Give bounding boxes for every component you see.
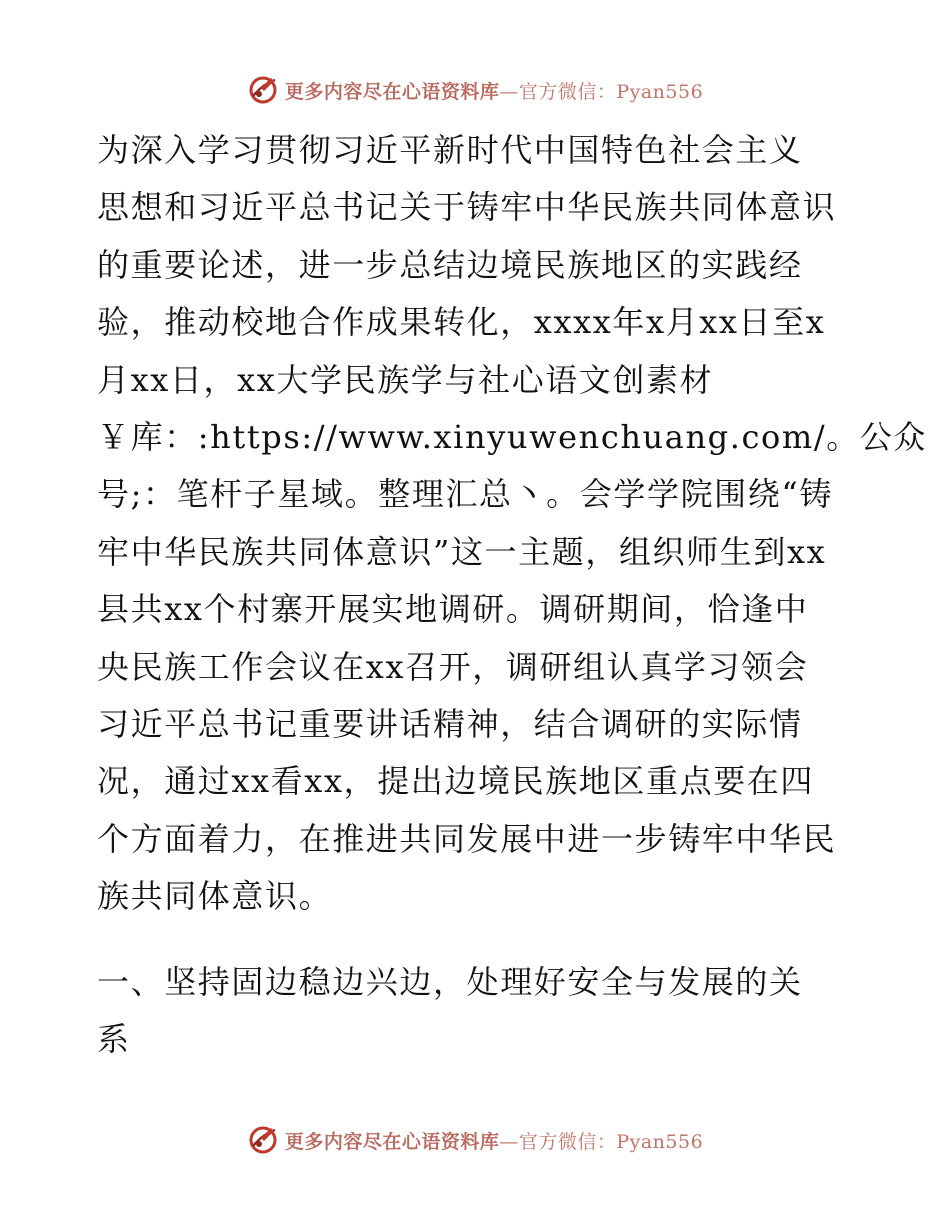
- body-line: 月xx日，xx大学民族学与社心语文创素材: [97, 360, 714, 399]
- body-paragraph: [97, 122, 928, 925]
- banner-separator: —: [499, 80, 519, 103]
- heading-line: 系: [97, 1020, 131, 1059]
- body-line: 习近平总书记重要讲话精神，结合调研的实际情: [97, 704, 803, 743]
- body-line: 县共xx个村寨开展实地调研。调研期间，恰逢中: [97, 590, 809, 629]
- banner-main-text: 更多内容尽在心语资料库: [284, 1130, 500, 1153]
- body-line: ￥库：:https://www.xinyuwenchuang.com/。公众: [97, 417, 928, 456]
- header-banner: [0, 70, 950, 110]
- body-line: 的重要论述，进一步总结边境民族地区的实践经: [97, 245, 803, 284]
- body-line: 思想和习近平总书记关于铸牢中华民族共同体意识: [97, 188, 837, 227]
- body-line: 牢中华民族共同体意识”这一主题，组织师生到xx: [97, 532, 827, 571]
- banner-separator: —: [499, 1130, 519, 1153]
- banner-main-text: 更多内容尽在心语资料库: [284, 80, 500, 103]
- body-line: 验，推动校地合作成果转化，xxxx年x月xx日至x: [97, 303, 826, 342]
- body-line: 况，通过xx看xx，提出边境民族地区重点要在四: [97, 762, 814, 801]
- banner-wechat-text: 官方微信：Pyan556: [518, 1130, 704, 1153]
- body-line: 号;：笔杆子星域。整理汇总丶。会学学院围绕“铸: [97, 475, 833, 514]
- body-line: 族共同体意识。: [97, 877, 333, 916]
- pen-ribbon-logo-icon: [247, 74, 279, 106]
- body-line: 为深入学习贯彻习近平新时代中国特色社会主义: [97, 131, 803, 169]
- banner-wechat-text: 官方微信：Pyan556: [518, 80, 704, 103]
- heading-line: 一、坚持固边稳边兴边，处理好安全与发展的关: [97, 963, 803, 1001]
- footer-banner: [0, 1120, 950, 1160]
- section-heading: [97, 954, 877, 1069]
- body-line: 个方面着力，在推进共同发展中进一步铸牢中华民: [97, 819, 837, 858]
- pen-ribbon-logo-icon: [247, 1124, 279, 1156]
- body-line: 央民族工作会议在xx召开，调研组认真学习领会: [97, 647, 809, 686]
